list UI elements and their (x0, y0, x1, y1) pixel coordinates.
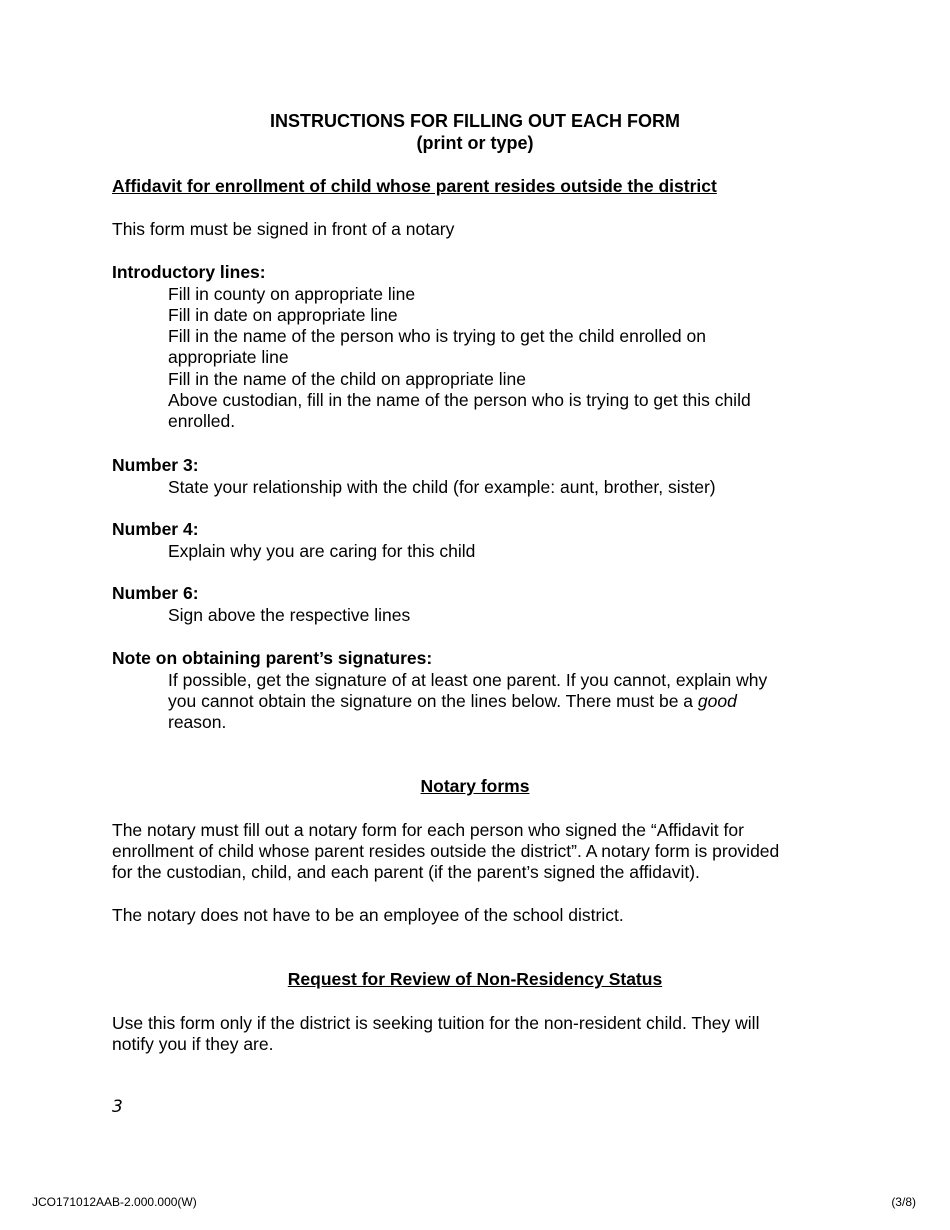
page-number: 3 (112, 1097, 123, 1117)
parent-note-line-2-text: you cannot obtain the signature on the lines below. There must be a (168, 691, 698, 711)
introductory-line: appropriate line (168, 347, 289, 367)
introductory-line: Fill in date on appropriate line (168, 305, 398, 325)
number-6-text: Sign above the respective lines (168, 605, 411, 625)
notary-employee-note: The notary does not have to be an employee of the school district. (112, 905, 624, 925)
number-4-text: Explain why you are caring for this child (168, 541, 476, 561)
review-heading (0, 969, 950, 990)
introductory-line: Fill in the name of the person who is trying to get the child enrolled on (168, 326, 706, 346)
parent-note-line-1: If possible, get the signature of at least one parent. If you cannot, explain why (168, 670, 768, 690)
introductory-line: Fill in county on appropriate line (168, 284, 416, 304)
notary-forms-heading (0, 776, 950, 797)
number-3-label: Number 3: (112, 455, 199, 475)
parent-note-line-2 (168, 691, 737, 712)
notary-paragraph-line: enrollment of child whose parent resides outside the district”. A notary form is provided (112, 841, 780, 861)
affidavit-heading: Affidavit for enrollment of child whose parent resides outside the district (112, 176, 717, 196)
introductory-line: enrolled. (168, 411, 236, 431)
notary-forms-heading-text: Notary forms (420, 776, 530, 796)
introductory-label: Introductory lines: (112, 262, 266, 282)
review-paragraph-line: notify you if they are. (112, 1034, 274, 1054)
notary-paragraph-line: for the custodian, child, and each parent (if the parent’s signed the affidavit). (112, 862, 700, 882)
review-paragraph-line: Use this form only if the district is seeking tuition for the non-resident child. They will (112, 1013, 760, 1033)
number-3-text: State your relationship with the child (for example: aunt, brother, sister) (168, 477, 716, 497)
title-line-1: INSTRUCTIONS FOR FILLING OUT EACH FORM (270, 111, 680, 131)
review-heading-text: Request for Review of Non-Residency Status (287, 969, 663, 989)
parent-note-line-3: reason. (168, 712, 227, 732)
parent-note-emphasis: good (697, 691, 737, 711)
notary-requirement-text: This form must be signed in front of a notary (112, 219, 455, 239)
notary-paragraph-line: The notary must fill out a notary form for each person who signed the “Affidavit for (112, 820, 744, 840)
number-6-label: Number 6: (112, 583, 199, 603)
parent-signature-note-label: Note on obtaining parent’s signatures: (112, 648, 433, 668)
footer-document-code: JCO171012AAB-2.000.000(W) (32, 1195, 197, 1209)
title-line-2: (print or type) (416, 133, 534, 153)
number-4-label: Number 4: (112, 519, 199, 539)
footer-page-count: (3/8) (891, 1195, 916, 1209)
introductory-line: Above custodian, fill in the name of the person who is trying to get this child (168, 390, 751, 410)
introductory-line: Fill in the name of the child on appropriate line (168, 369, 526, 389)
